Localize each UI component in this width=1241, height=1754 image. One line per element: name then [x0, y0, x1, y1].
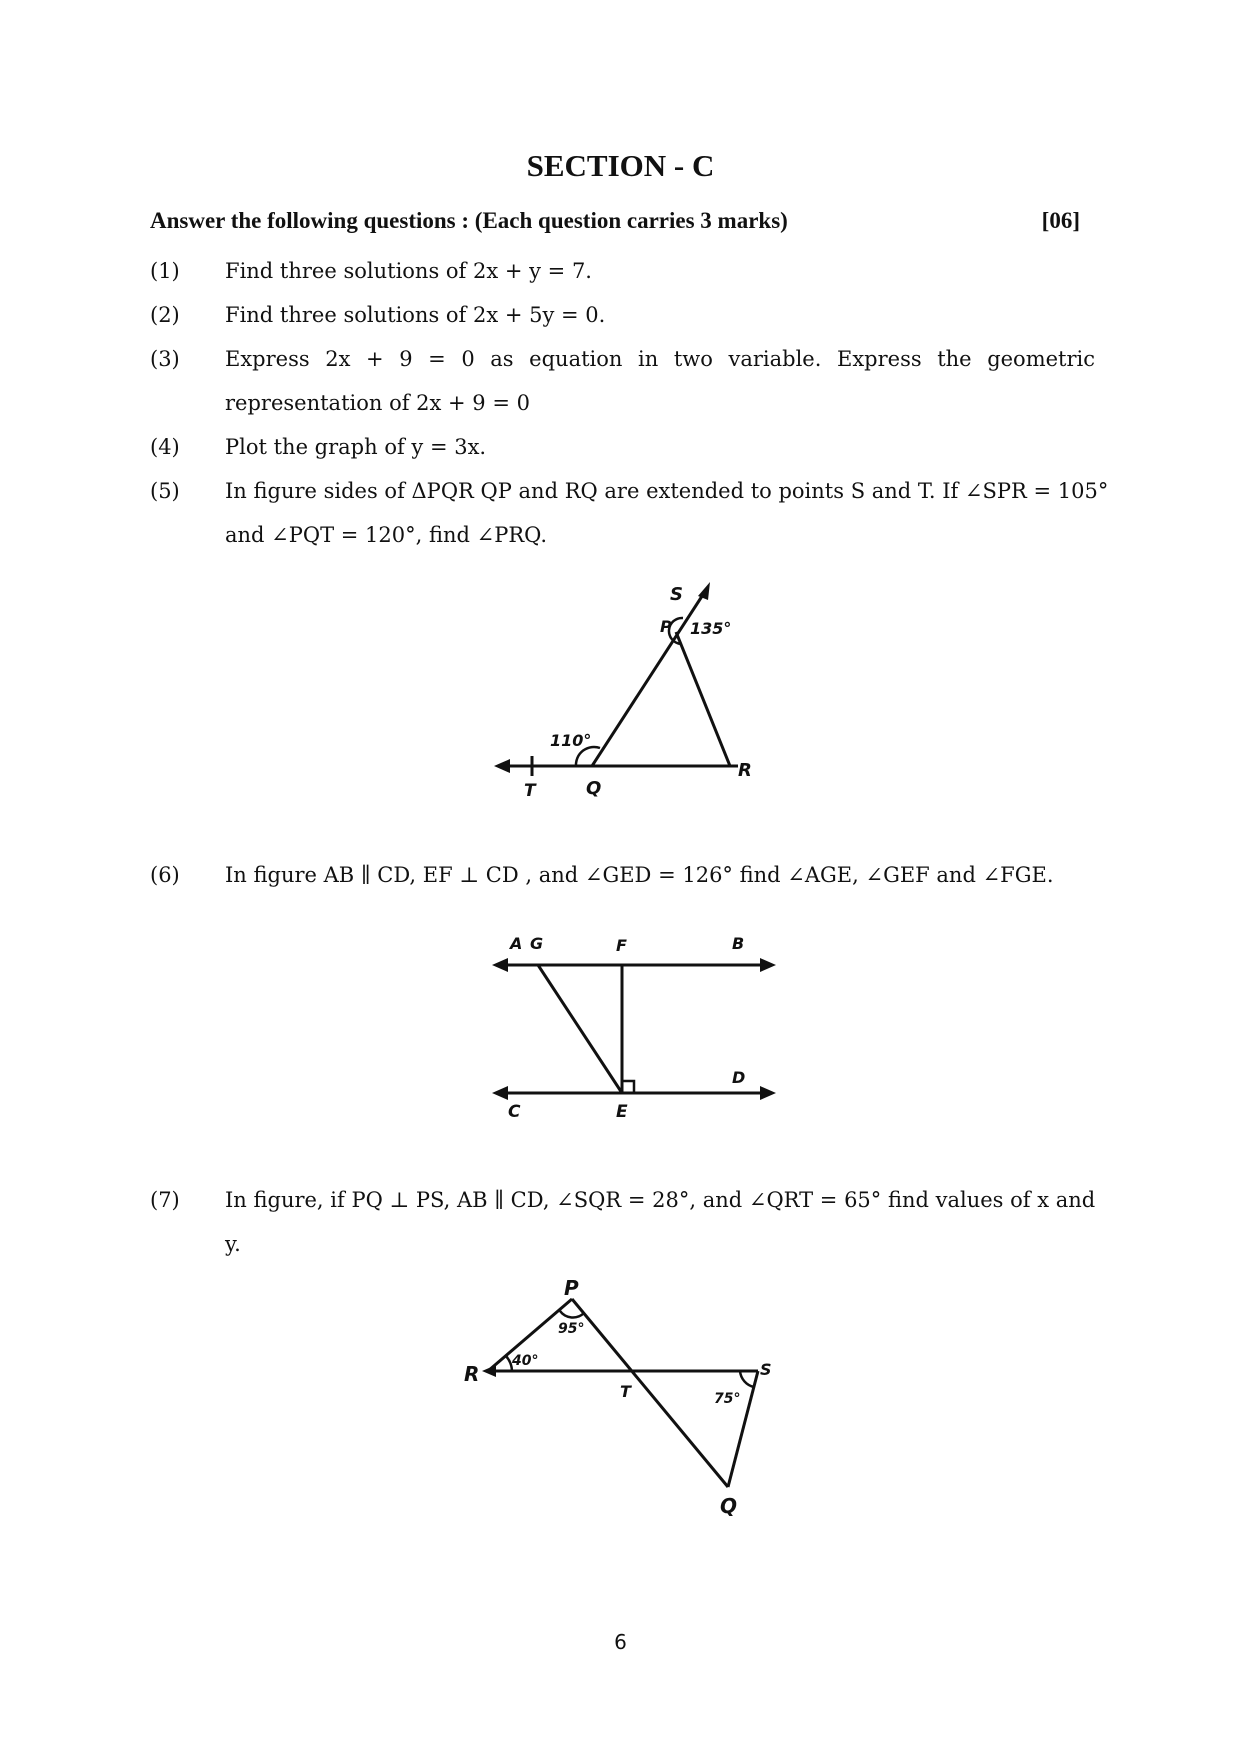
instructions — [150, 208, 1080, 234]
question-number: (6) — [150, 863, 180, 887]
right-angle-mark — [622, 1081, 634, 1093]
question-text: Plot the graph of y = 3x. — [225, 435, 487, 459]
question-text-continued: representation of 2x + 9 = 0 — [225, 391, 530, 415]
line-pq — [572, 1299, 728, 1487]
question-number: (3) — [150, 347, 180, 371]
label-a: A — [510, 934, 523, 953]
question-text: Find three solutions of 2x + 5y = 0. — [225, 303, 606, 327]
line-ge — [538, 965, 622, 1093]
label-r: R — [738, 760, 752, 781]
question-text: In figure sides of ΔPQR QP and RQ are extended to points S and T. If ∠SPR = 105° — [225, 479, 1109, 503]
label-angle-s: 75° — [714, 1391, 741, 1407]
question-number: (2) — [150, 303, 180, 327]
question-number: (4) — [150, 435, 180, 459]
angle-arc-p — [560, 1311, 584, 1318]
label-f: F — [616, 936, 627, 955]
label-d: D — [732, 1068, 746, 1087]
label-g: G — [530, 934, 544, 953]
question-text: In figure, if PQ ⊥ PS, AB ∥ CD, ∠SQR = 28°, and ∠QRT = 65° find values of x and — [225, 1188, 1096, 1212]
figure-triangle-pqr — [480, 570, 760, 810]
label-s: S — [760, 1360, 772, 1379]
label-t: T — [620, 1382, 631, 1401]
arrow-left-icon — [492, 958, 508, 972]
marks-total: [06] — [1041, 208, 1080, 233]
label-p: P — [564, 1276, 579, 1300]
question-text: Express 2x + 9 = 0 as equation in two variable. Express the geometric — [225, 347, 1095, 371]
question-text-continued: and ∠PQT = 120°, find ∠PRQ. — [225, 523, 548, 547]
page-number: 6 — [614, 1630, 627, 1654]
label-angle-p: 135° — [690, 619, 732, 638]
label-p: P — [660, 617, 672, 636]
arrow-left-icon — [494, 759, 510, 773]
figure-parallel-lines — [480, 925, 780, 1125]
label-q: Q — [720, 1494, 738, 1518]
label-q: Q — [586, 778, 602, 799]
question-number: (7) — [150, 1188, 180, 1212]
label-c: C — [508, 1102, 521, 1122]
arrow-right-icon — [760, 958, 776, 972]
line-qs — [592, 590, 706, 766]
figure-crossed-triangles — [450, 1275, 790, 1535]
label-s: S — [670, 584, 683, 605]
label-angle-q: 110° — [550, 731, 592, 750]
label-t: T — [524, 781, 536, 801]
label-e: E — [616, 1102, 628, 1122]
question-text: Find three solutions of 2x + y = 7. — [225, 259, 592, 283]
question-text-continued: y. — [225, 1232, 241, 1256]
question-number: (1) — [150, 259, 180, 283]
question-number: (5) — [150, 479, 180, 503]
label-b: B — [732, 934, 745, 953]
label-r: R — [464, 1362, 480, 1386]
arrow-right-icon — [760, 1086, 776, 1100]
instructions-text: Answer the following questions : (Each question carries 3 marks) — [150, 208, 788, 233]
question-text: In figure AB ∥ CD, EF ⊥ CD , and ∠GED = 126° find ∠AGE, ∠GEF and ∠FGE. — [225, 863, 1054, 887]
section-title: SECTION - C — [526, 148, 715, 183]
arrow-left-icon — [492, 1086, 508, 1100]
line-pr — [676, 632, 730, 766]
label-angle-p: 95° — [558, 1321, 585, 1337]
line-sq — [728, 1371, 758, 1487]
angle-arc-s — [740, 1371, 754, 1387]
label-angle-r: 40° — [512, 1353, 539, 1369]
